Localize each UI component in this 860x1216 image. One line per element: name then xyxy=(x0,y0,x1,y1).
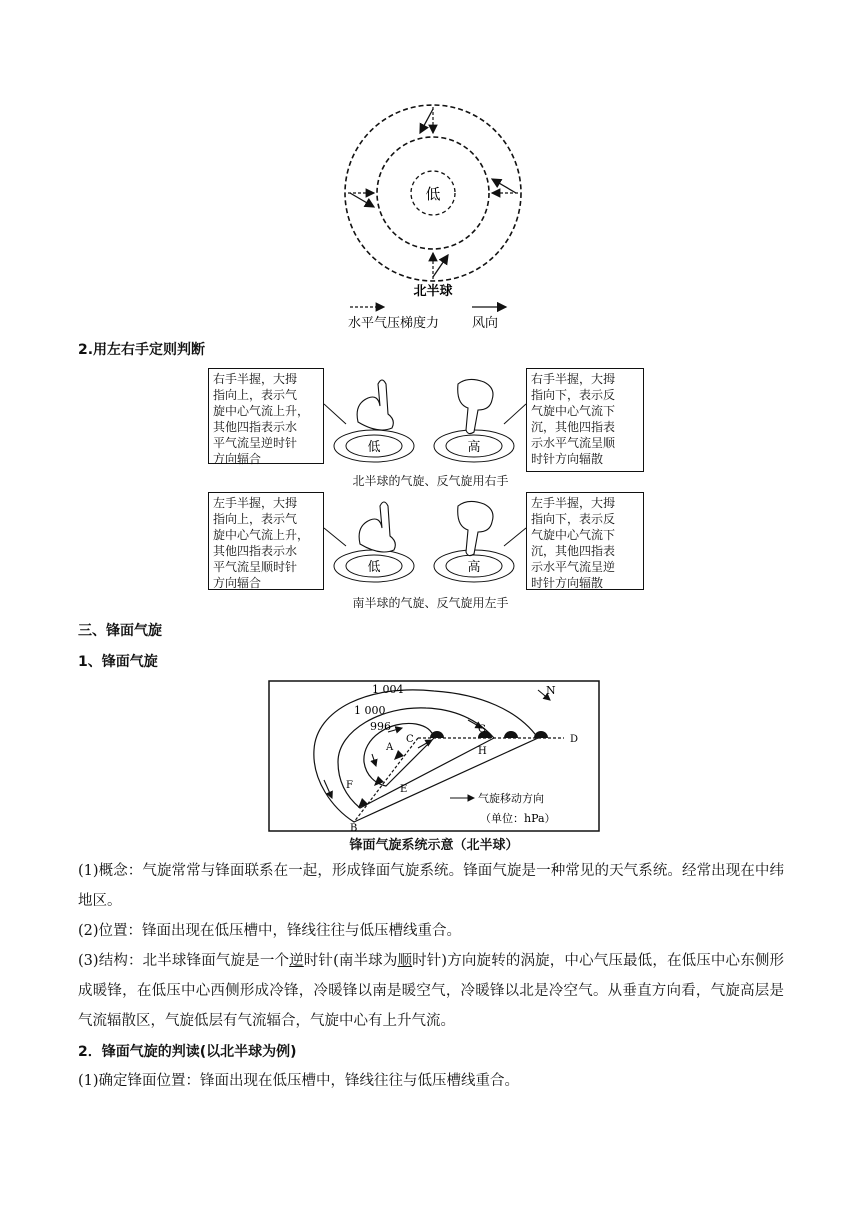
low-label: 低 xyxy=(367,440,381,455)
legend-pgf: 水平气压梯度力 xyxy=(348,316,440,331)
isobar-label: 996 xyxy=(370,720,391,733)
low-pressure-diagram xyxy=(330,95,540,335)
box-line: 旋中心气流上升， xyxy=(213,404,310,418)
subsection-heading-2: 2．锋面气旋的判读(以北半球为例) xyxy=(78,1044,297,1060)
south-caption: 南半球的气旋、反气旋用左手 xyxy=(352,596,509,610)
box-line: 时针方向辐散 xyxy=(531,452,604,466)
low-label: 低 xyxy=(425,185,441,203)
legend-move: 气旋移动方向 xyxy=(478,792,544,805)
point-label: H xyxy=(478,746,487,757)
point-label: E xyxy=(400,784,408,795)
box-line: 其他四指表示水 xyxy=(213,420,298,434)
box-line: 旋中心气流上升， xyxy=(213,528,310,542)
box-line: 沉，其他四指表 xyxy=(531,420,616,434)
box-line: 气旋中心气流下 xyxy=(531,528,616,542)
point-label: A xyxy=(386,742,394,753)
point-label: B xyxy=(350,823,358,832)
hemisphere-label: 北半球 xyxy=(413,284,453,299)
box-line: 左手半握，大拇 xyxy=(213,496,298,510)
box-line: 其他四指表示水 xyxy=(213,544,298,558)
box-line: 平气流呈逆时针 xyxy=(213,436,298,450)
box-line: 沉，其他四指表 xyxy=(531,544,616,558)
text-span: (3)结构：北半球锋面气旋是一个 xyxy=(78,953,290,969)
section-heading-3: 三、锋面气旋 xyxy=(78,623,162,639)
north-hands-drawing xyxy=(324,364,526,474)
box-line: 指向上，表示气 xyxy=(213,512,298,526)
high-label: 高 xyxy=(467,560,481,575)
paragraph-concept: (1)概念：气旋常常与锋面联系在一起，形成锋面气旋系统。锋面气旋是一种常见的天气系统。经常出现在中纬地区。 xyxy=(78,863,784,909)
unit-label: （单位：hPa） xyxy=(480,812,556,825)
isobar-label: 1 004 xyxy=(372,683,404,696)
point-label: D xyxy=(570,734,579,745)
high-label: 高 xyxy=(467,440,481,455)
box-line: 示水平气流呈顺 xyxy=(531,436,616,450)
subsection-heading-1: 1、锋面气旋 xyxy=(78,654,158,670)
point-label: F xyxy=(346,780,353,791)
cyclone-caption: 锋面气旋系统示意（北半球） xyxy=(349,838,519,853)
box-line: 方向辐合 xyxy=(213,452,262,466)
point-label: C xyxy=(406,734,414,745)
underlined-word: 逆 xyxy=(289,953,304,969)
frontal-cyclone-figure xyxy=(268,680,600,855)
north-right-box xyxy=(526,368,644,472)
north-caption: 北半球的气旋、反气旋用右手 xyxy=(352,474,509,488)
box-line: 气旋中心气流下 xyxy=(531,404,616,418)
frontal-cyclone-map xyxy=(268,680,600,832)
underlined-word: 顺 xyxy=(397,953,413,969)
hand-rule-figure xyxy=(208,364,653,610)
low-label: 低 xyxy=(367,560,381,575)
box-line: 平气流呈顺时针 xyxy=(213,560,298,574)
south-hands-drawing xyxy=(324,490,526,594)
south-left-box xyxy=(208,492,324,590)
box-line: 指向下，表示反 xyxy=(531,388,616,402)
box-line: 右手半握，大拇 xyxy=(531,372,616,386)
south-right-box xyxy=(526,492,644,590)
legend-wind: 风向 xyxy=(472,316,499,331)
paragraph-method: (1)确定锋面位置：锋面出现在低压槽中，锋线往往与低压槽线重合。 xyxy=(78,1073,520,1089)
isobar-label: 1 000 xyxy=(354,704,386,717)
box-line: 右手半握，大拇 xyxy=(213,372,298,386)
north-label: N xyxy=(546,684,556,697)
box-line: 时针方向辐散 xyxy=(531,576,604,590)
text-span: 时针(南半球为 xyxy=(303,953,398,969)
paragraph-position: (2)位置：锋面出现在低压槽中，锋线往往与低压槽线重合。 xyxy=(78,923,462,939)
box-line: 示水平气流呈逆 xyxy=(531,560,616,574)
paragraph-structure xyxy=(78,946,784,1036)
box-line: 指向上，表示气 xyxy=(213,388,298,402)
point-label: G xyxy=(478,724,486,735)
north-left-box xyxy=(208,368,324,464)
text-span: 时针)方向旋转的涡旋，中心气压最低，在低压中心东侧形成暖锋，在低压中心西侧形成冷锋，冷暖锋以南是暖空气，冷暖锋以北是冷空气。从垂直方向看，气旋高层是气流辐散区，气旋低层有气流辐合，气旋中心有上升气流。 xyxy=(78,953,785,1029)
section-heading-2: 2.用左右手定则判断 xyxy=(78,342,206,358)
box-line: 指向下，表示反 xyxy=(531,512,616,526)
box-line: 方向辐合 xyxy=(213,576,262,590)
box-line: 左手半握，大拇 xyxy=(531,496,616,510)
